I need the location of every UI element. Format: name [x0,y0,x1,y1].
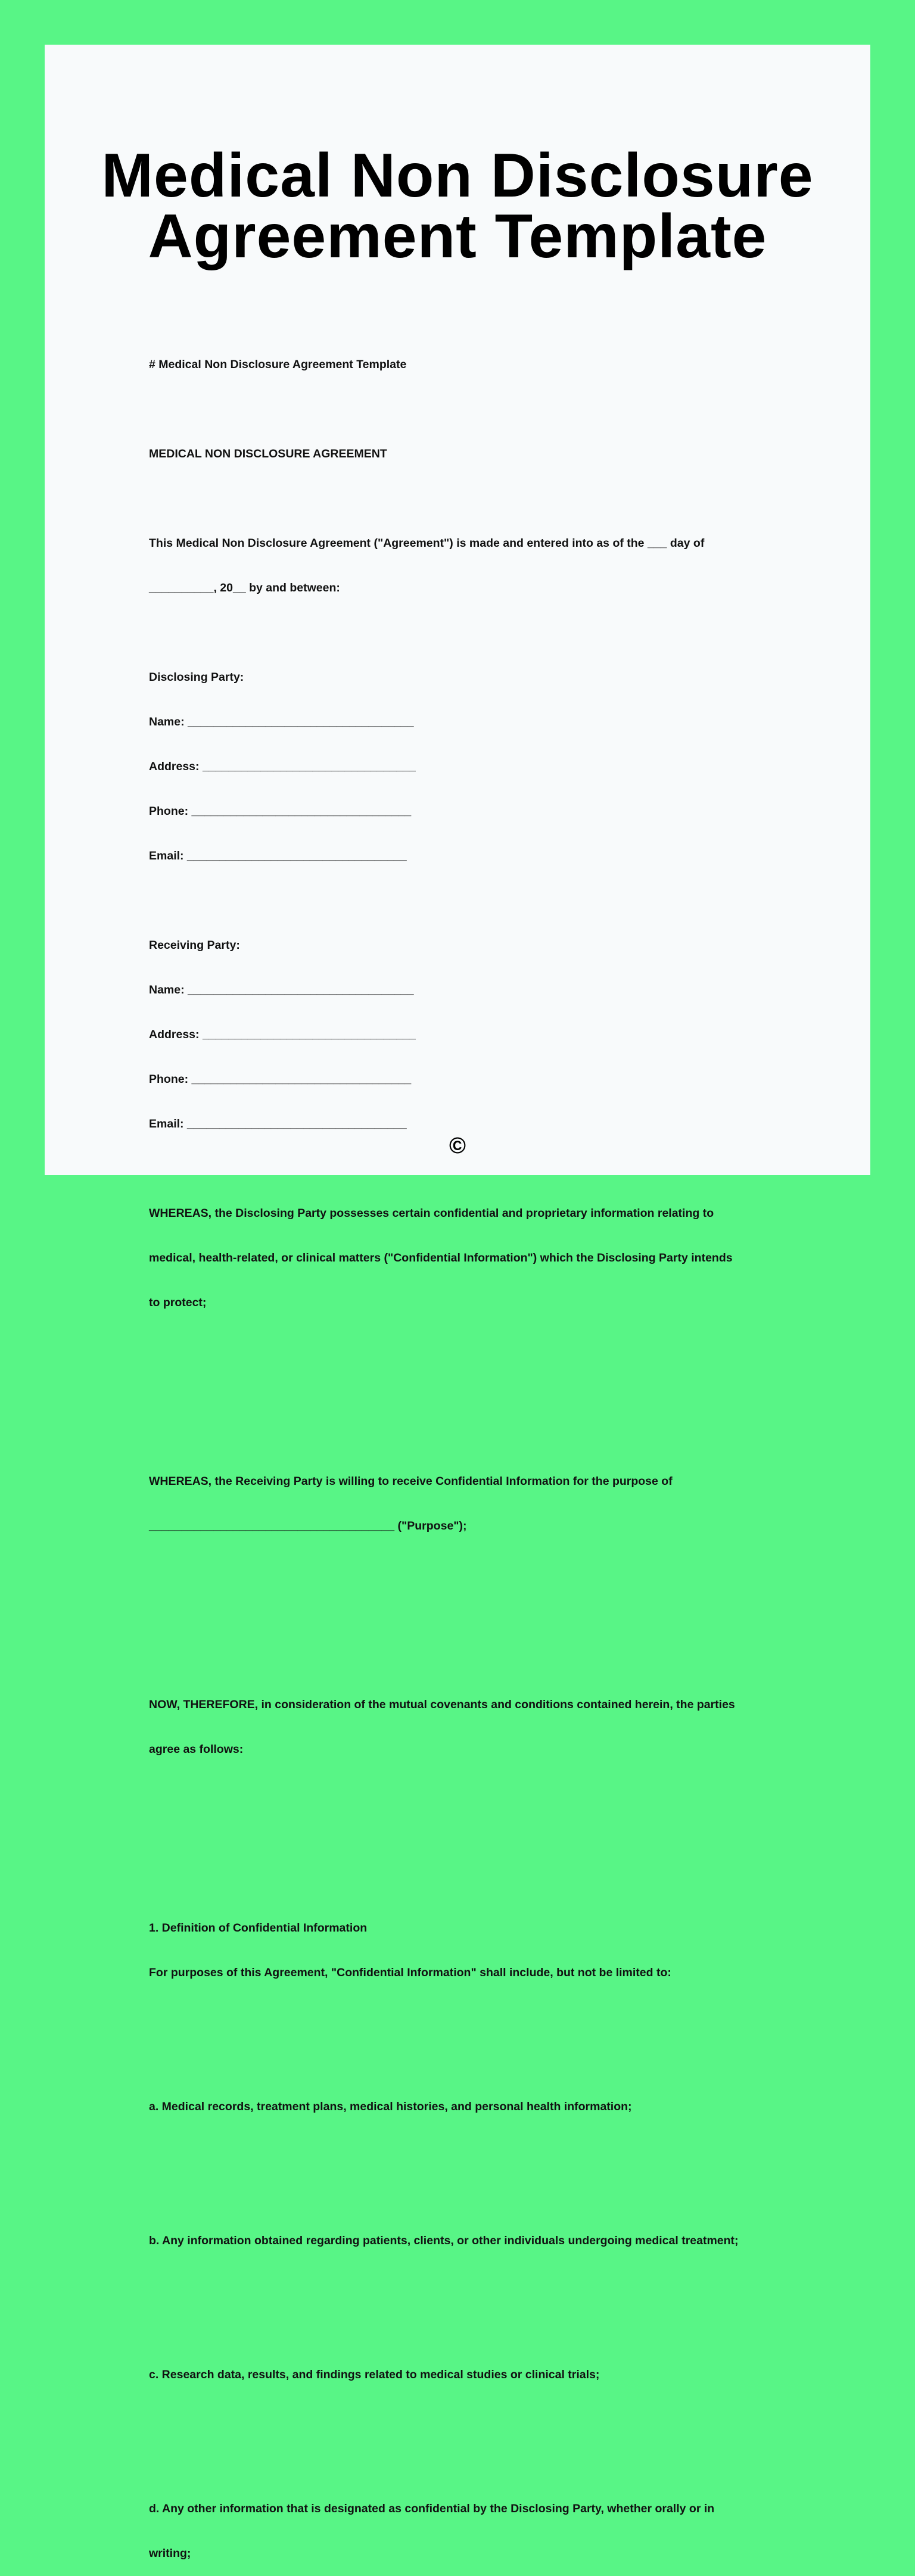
document-title [0,141,915,271]
list-item-a: a. Medical records, treatment plans, medical histories, and personal health information; [149,2100,632,2113]
agreement-heading: MEDICAL NON DISCLOSURE AGREEMENT [149,447,387,460]
disclosing-phone-field: Phone: __________________________________ [149,805,412,818]
whereas-1-line-3: to protect; [149,1296,207,1309]
intro-line-1: This Medical Non Disclosure Agreement ("Agreement") is made and entered into as of the ___ day of [149,537,705,550]
receiving-party-label: Receiving Party: [149,939,240,952]
receiving-name-field: Name: ___________________________________ [149,983,414,996]
now-therefore-line-1: NOW, THEREFORE, in consideration of the mutual covenants and conditions contained herein, the parties [149,1698,735,1711]
whereas-1-line-2: medical, health-related, or clinical matters ("Confidential Information") which the Disclosing Party intends [149,1251,733,1264]
receiving-phone-field: Phone: __________________________________ [149,1073,412,1086]
disclosing-party-label: Disclosing Party: [149,671,244,684]
title-line-1: Medical Non Disclosure [101,141,814,210]
disclosing-email-field: Email: __________________________________ [149,849,407,862]
now-therefore-line-2: agree as follows: [149,1743,244,1756]
title-line-2: Agreement Template [148,202,767,271]
whereas-1-line-1: WHEREAS, the Disclosing Party possesses certain confidential and proprietary information relating to [149,1207,714,1220]
copyright-icon: © [449,1133,466,1158]
intro-line-2: __________, 20__ by and between: [149,581,340,594]
section-1-intro: For purposes of this Agreement, "Confidential Information" shall include, but not be limited to: [149,1966,671,1979]
list-item-b: b. Any information obtained regarding patients, clients, or other individuals undergoing medical treatment; [149,2234,739,2247]
list-item-c: c. Research data, results, and findings related to medical studies or clinical trials; [149,2368,600,2381]
receiving-email-field: Email: __________________________________ [149,1117,407,1130]
disclosing-name-field: Name: ___________________________________ [149,715,414,728]
list-item-d-line-1: d. Any other information that is designated as confidential by the Disclosing Party, whether orally or in [149,2502,715,2515]
disclosing-address-field: Address: _________________________________ [149,760,416,773]
whereas-2-line-2: ______________________________________ ("Purpose"); [149,1519,467,1532]
receiving-address-field: Address: _________________________________ [149,1028,416,1041]
section-1-title: 1. Definition of Confidential Information [149,1921,368,1935]
hash-heading: # Medical Non Disclosure Agreement Template [149,358,407,371]
list-item-d-line-2: writing; [149,2547,191,2560]
whereas-2-line-1: WHEREAS, the Receiving Party is willing to receive Confidential Information for the purpose of [149,1475,673,1488]
document-body [149,328,774,2576]
